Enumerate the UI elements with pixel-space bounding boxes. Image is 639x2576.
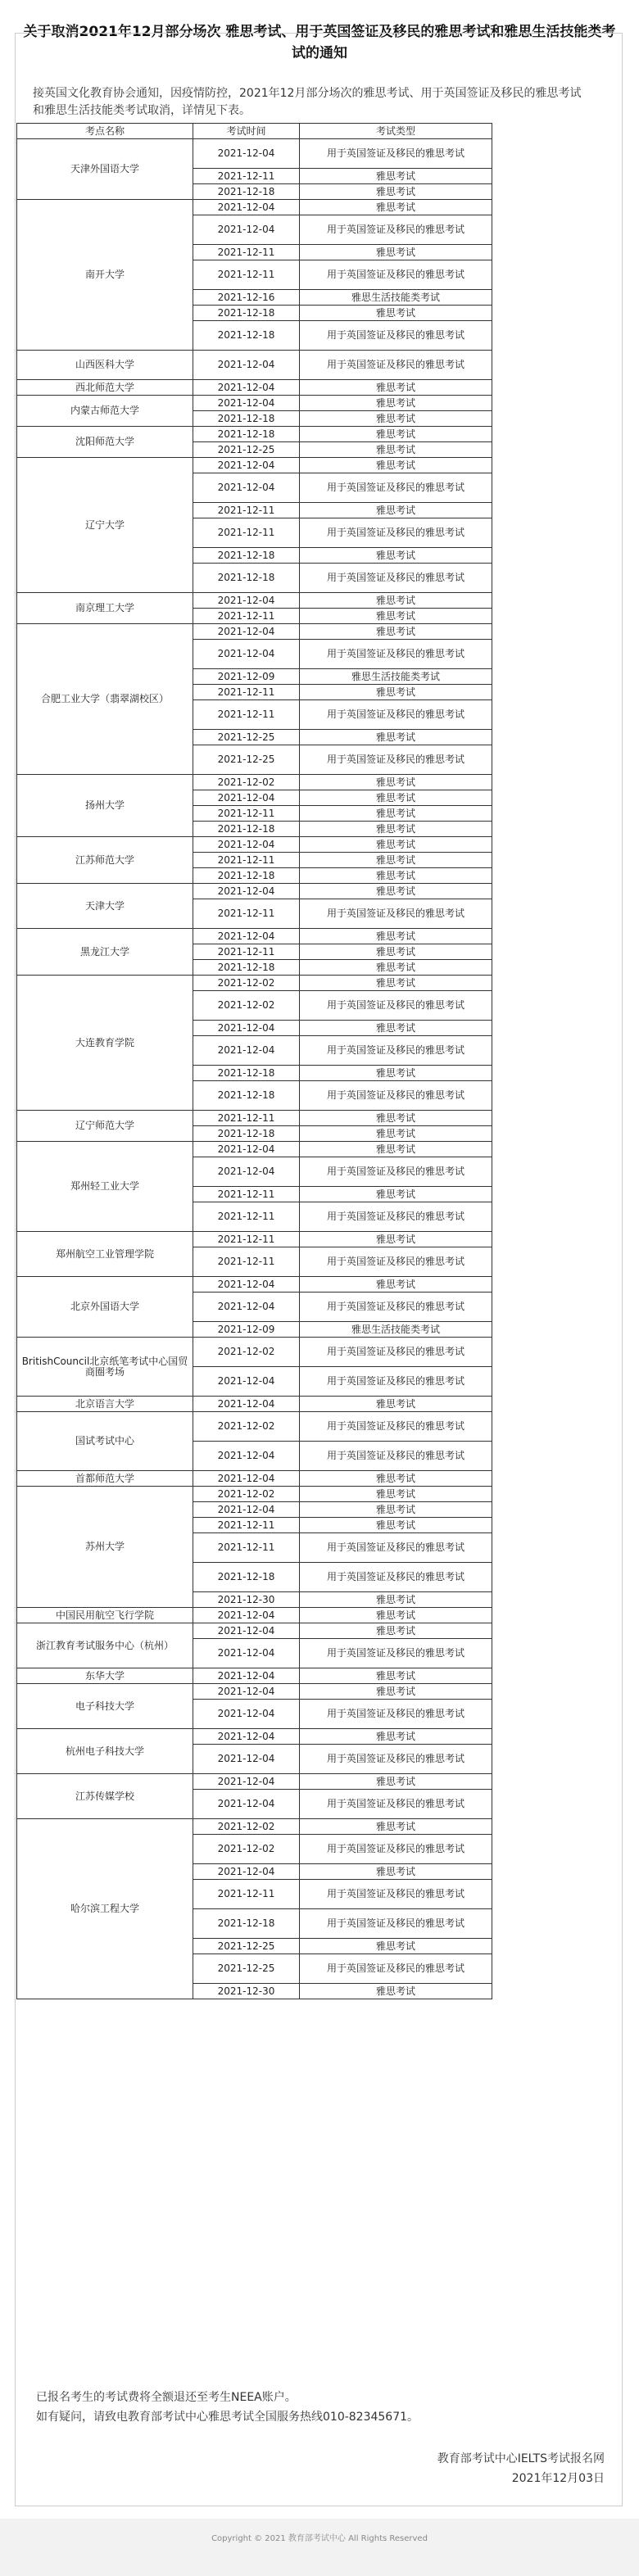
date-cell: 2021-12-25 <box>193 442 300 458</box>
date-cell: 2021-12-04 <box>193 1684 300 1700</box>
venue-cell: 电子科技大学 <box>17 1684 193 1729</box>
date-cell: 2021-12-11 <box>193 899 300 929</box>
date-cell: 2021-12-04 <box>193 1639 300 1668</box>
date-cell: 2021-12-04 <box>193 1745 300 1774</box>
date-cell: 2021-12-25 <box>193 745 300 775</box>
table-body <box>17 139 492 1999</box>
type-cell: 用于英国签证及移民的雅思考试 <box>300 700 492 730</box>
type-cell: 雅思考试 <box>300 1819 492 1835</box>
type-cell: 用于英国签证及移民的雅思考试 <box>300 473 492 503</box>
type-cell: 用于英国签证及移民的雅思考试 <box>300 564 492 593</box>
date-cell: 2021-12-18 <box>193 822 300 837</box>
date-cell: 2021-12-02 <box>193 1487 300 1502</box>
date-cell: 2021-12-30 <box>193 1592 300 1608</box>
sign-org: 教育部考试中心IELTS考试报名网 <box>437 2452 605 2465</box>
date-cell: 2021-12-18 <box>193 1066 300 1081</box>
type-cell: 雅思考试 <box>300 976 492 991</box>
type-cell: 雅思考试 <box>300 929 492 944</box>
type-cell: 雅思考试 <box>300 609 492 624</box>
type-cell: 雅思生活技能类考试 <box>300 1322 492 1338</box>
date-cell: 2021-12-18 <box>193 306 300 321</box>
table-row <box>17 1684 492 1700</box>
type-cell: 用于英国签证及移民的雅思考试 <box>300 1367 492 1397</box>
date-cell: 2021-12-18 <box>193 548 300 564</box>
venue-cell: 南开大学 <box>17 200 193 351</box>
date-cell: 2021-12-04 <box>193 1442 300 1471</box>
venue-cell: 南京理工大学 <box>17 593 193 624</box>
type-cell: 雅思考试 <box>300 1668 492 1684</box>
date-cell: 2021-12-04 <box>193 396 300 411</box>
table-row <box>17 1774 492 1790</box>
type-cell: 用于英国签证及移民的雅思考试 <box>300 139 492 169</box>
venue-cell: 江苏传媒学校 <box>17 1774 193 1819</box>
date-cell: 2021-12-04 <box>193 1142 300 1157</box>
type-cell: 雅思考试 <box>300 1397 492 1412</box>
date-cell: 2021-12-04 <box>193 200 300 215</box>
date-cell: 2021-12-11 <box>193 503 300 518</box>
date-cell: 2021-12-18 <box>193 1126 300 1142</box>
date-cell: 2021-12-11 <box>193 1202 300 1232</box>
type-cell: 雅思考试 <box>300 1126 492 1142</box>
date-cell: 2021-12-04 <box>193 1623 300 1639</box>
type-cell: 用于英国签证及移民的雅思考试 <box>300 1293 492 1322</box>
type-cell: 用于英国签证及移民的雅思考试 <box>300 1338 492 1367</box>
date-cell: 2021-12-04 <box>193 640 300 669</box>
date-cell: 2021-12-04 <box>193 380 300 396</box>
date-cell: 2021-12-04 <box>193 884 300 899</box>
table-row <box>17 1819 492 1835</box>
type-cell: 雅思考试 <box>300 1592 492 1608</box>
date-cell: 2021-12-04 <box>193 624 300 640</box>
type-cell: 用于英国签证及移民的雅思考试 <box>300 899 492 929</box>
header-type: 考试类型 <box>300 124 492 139</box>
date-cell: 2021-12-11 <box>193 1247 300 1277</box>
type-cell: 雅思考试 <box>300 1111 492 1126</box>
date-cell: 2021-12-11 <box>193 806 300 822</box>
type-cell: 用于英国签证及移民的雅思考试 <box>300 1442 492 1471</box>
type-cell: 雅思生活技能类考试 <box>300 290 492 306</box>
type-cell: 雅思考试 <box>300 593 492 609</box>
type-cell: 雅思考试 <box>300 775 492 790</box>
signature <box>437 2449 605 2488</box>
type-cell: 用于英国签证及移民的雅思考试 <box>300 745 492 775</box>
type-cell: 雅思考试 <box>300 1984 492 1999</box>
type-cell: 雅思考试 <box>300 624 492 640</box>
table-row <box>17 396 492 411</box>
table-header-row <box>17 124 492 139</box>
type-cell: 用于英国签证及移民的雅思考试 <box>300 260 492 290</box>
date-cell: 2021-12-02 <box>193 1412 300 1442</box>
date-cell: 2021-12-04 <box>193 1502 300 1518</box>
type-cell: 用于英国签证及移民的雅思考试 <box>300 1745 492 1774</box>
table-row <box>17 427 492 442</box>
date-cell: 2021-12-04 <box>193 139 300 169</box>
date-cell: 2021-12-04 <box>193 1790 300 1819</box>
type-cell: 用于英国签证及移民的雅思考试 <box>300 1790 492 1819</box>
type-cell: 雅思考试 <box>300 1277 492 1293</box>
date-cell: 2021-12-02 <box>193 991 300 1021</box>
date-cell: 2021-12-04 <box>193 1729 300 1745</box>
type-cell: 用于英国签证及移民的雅思考试 <box>300 1563 492 1592</box>
date-cell: 2021-12-11 <box>193 260 300 290</box>
table-row <box>17 1277 492 1293</box>
type-cell: 雅思考试 <box>300 1471 492 1487</box>
date-cell: 2021-12-04 <box>193 790 300 806</box>
date-cell: 2021-12-11 <box>193 1232 300 1247</box>
type-cell: 雅思考试 <box>300 685 492 700</box>
date-cell: 2021-12-18 <box>193 1563 300 1592</box>
date-cell: 2021-12-02 <box>193 1338 300 1367</box>
venue-cell: 中国民用航空飞行学院 <box>17 1608 193 1623</box>
note-hotline: 如有疑问，请致电教育部考试中心雅思考试全国服务热线010-82345671。 <box>36 2411 419 2424</box>
page-title: 关于取消2021年12月部分场次 雅思考试、用于英国签证及移民的雅思考试和雅思生活技能类考试的通知 <box>23 24 616 61</box>
type-cell: 用于英国签证及移民的雅思考试 <box>300 1247 492 1277</box>
type-cell: 雅思考试 <box>300 868 492 884</box>
type-cell: 雅思考试 <box>300 853 492 868</box>
footer <box>0 2519 639 2576</box>
date-cell: 2021-12-11 <box>193 1533 300 1563</box>
type-cell: 雅思考试 <box>300 245 492 260</box>
date-cell: 2021-12-11 <box>193 944 300 960</box>
date-cell: 2021-12-11 <box>193 853 300 868</box>
date-cell: 2021-12-04 <box>193 1608 300 1623</box>
date-cell: 2021-12-11 <box>193 609 300 624</box>
table-row <box>17 1338 492 1367</box>
venue-cell: 苏州大学 <box>17 1487 193 1608</box>
date-cell: 2021-12-04 <box>193 1367 300 1397</box>
date-cell: 2021-12-04 <box>193 1157 300 1187</box>
date-cell: 2021-12-09 <box>193 669 300 685</box>
venue-cell: 哈尔滨工程大学 <box>17 1819 193 1999</box>
type-cell: 雅思考试 <box>300 1487 492 1502</box>
venue-cell: 内蒙古师范大学 <box>17 396 193 427</box>
date-cell: 2021-12-11 <box>193 245 300 260</box>
venue-cell: 沈阳师范大学 <box>17 427 193 458</box>
date-cell: 2021-12-11 <box>193 1187 300 1202</box>
type-cell: 用于英国签证及移民的雅思考试 <box>300 1880 492 1909</box>
type-cell: 雅思考试 <box>300 1608 492 1623</box>
date-cell: 2021-12-04 <box>193 1021 300 1036</box>
table-row <box>17 380 492 396</box>
date-cell: 2021-12-25 <box>193 730 300 745</box>
type-cell: 用于英国签证及移民的雅思考试 <box>300 321 492 351</box>
date-cell: 2021-12-18 <box>193 427 300 442</box>
type-cell: 用于英国签证及移民的雅思考试 <box>300 1202 492 1232</box>
date-cell: 2021-12-25 <box>193 1954 300 1984</box>
venue-cell: BritishCouncil北京纸笔考试中心国贸商圈考场 <box>17 1338 193 1397</box>
venue-cell: 合肥工业大学（翡翠湖校区） <box>17 624 193 775</box>
date-cell: 2021-12-04 <box>193 1293 300 1322</box>
table-row <box>17 624 492 640</box>
date-cell: 2021-12-30 <box>193 1984 300 1999</box>
date-cell: 2021-12-18 <box>193 960 300 976</box>
type-cell: 用于英国签证及移民的雅思考试 <box>300 640 492 669</box>
table-row <box>17 1608 492 1623</box>
type-cell: 雅思考试 <box>300 790 492 806</box>
venue-cell: 山西医科大学 <box>17 351 193 380</box>
venue-cell: 辽宁师范大学 <box>17 1111 193 1142</box>
type-cell: 雅思考试 <box>300 396 492 411</box>
date-cell: 2021-12-18 <box>193 1909 300 1939</box>
type-cell: 雅思考试 <box>300 730 492 745</box>
intro-paragraph: 接英国文化教育协会通知，因疫情防控，2021年12月部分场次的雅思考试、用于英国签证及移民的雅思考试和雅思生活技能类考试取消，详情见下表。 <box>33 87 582 117</box>
type-cell: 雅思考试 <box>300 411 492 427</box>
date-cell: 2021-12-11 <box>193 1518 300 1533</box>
type-cell: 用于英国签证及移民的雅思考试 <box>300 1700 492 1729</box>
type-cell: 雅思考试 <box>300 1729 492 1745</box>
type-cell: 雅思考试 <box>300 960 492 976</box>
type-cell: 雅思考试 <box>300 1684 492 1700</box>
type-cell: 雅思考试 <box>300 1774 492 1790</box>
type-cell: 用于英国签证及移民的雅思考试 <box>300 1835 492 1864</box>
type-cell: 用于英国签证及移民的雅思考试 <box>300 1036 492 1066</box>
type-cell: 用于英国签证及移民的雅思考试 <box>300 1639 492 1668</box>
note-refund: 已报名考生的考试费将全额退还至考生NEEA账户。 <box>36 2391 297 2404</box>
sign-date: 2021年12月03日 <box>511 2472 605 2485</box>
table-row <box>17 1668 492 1684</box>
date-cell: 2021-12-16 <box>193 290 300 306</box>
type-cell: 雅思考试 <box>300 944 492 960</box>
type-cell: 雅思考试 <box>300 1021 492 1036</box>
date-cell: 2021-12-04 <box>193 1036 300 1066</box>
type-cell: 雅思考试 <box>300 1518 492 1533</box>
header-date: 考试时间 <box>193 124 300 139</box>
table-row <box>17 1111 492 1126</box>
venue-cell: 杭州电子科技大学 <box>17 1729 193 1774</box>
venue-cell: 北京语言大学 <box>17 1397 193 1412</box>
type-cell: 雅思考试 <box>300 458 492 473</box>
date-cell: 2021-12-25 <box>193 1939 300 1954</box>
type-cell: 雅思考试 <box>300 1502 492 1518</box>
date-cell: 2021-12-04 <box>193 929 300 944</box>
date-cell: 2021-12-11 <box>193 518 300 548</box>
date-cell: 2021-12-04 <box>193 458 300 473</box>
type-cell: 雅思考试 <box>300 1187 492 1202</box>
table-row <box>17 775 492 790</box>
venue-cell: 郑州轻工业大学 <box>17 1142 193 1232</box>
table-row <box>17 929 492 944</box>
date-cell: 2021-12-09 <box>193 1322 300 1338</box>
date-cell: 2021-12-02 <box>193 1819 300 1835</box>
type-cell: 雅思考试 <box>300 822 492 837</box>
date-cell: 2021-12-18 <box>193 868 300 884</box>
date-cell: 2021-12-04 <box>193 1864 300 1880</box>
date-cell: 2021-12-04 <box>193 1668 300 1684</box>
type-cell: 用于英国签证及移民的雅思考试 <box>300 991 492 1021</box>
date-cell: 2021-12-18 <box>193 1081 300 1111</box>
table-row <box>17 1412 492 1442</box>
date-cell: 2021-12-02 <box>193 1835 300 1864</box>
type-cell: 雅思考试 <box>300 306 492 321</box>
type-cell: 用于英国签证及移民的雅思考试 <box>300 1533 492 1563</box>
date-cell: 2021-12-04 <box>193 1471 300 1487</box>
date-cell: 2021-12-04 <box>193 1774 300 1790</box>
type-cell: 雅思考试 <box>300 548 492 564</box>
type-cell: 雅思考试 <box>300 884 492 899</box>
type-cell: 雅思考试 <box>300 380 492 396</box>
venue-cell: 东华大学 <box>17 1668 193 1684</box>
date-cell: 2021-12-18 <box>193 184 300 200</box>
type-cell: 雅思考试 <box>300 1142 492 1157</box>
table-row <box>17 1142 492 1157</box>
type-cell: 雅思考试 <box>300 1939 492 1954</box>
table-row <box>17 1623 492 1639</box>
date-cell: 2021-12-04 <box>193 1277 300 1293</box>
venue-cell: 天津外国语大学 <box>17 139 193 200</box>
venue-cell: 大连教育学院 <box>17 976 193 1111</box>
venue-cell: 扬州大学 <box>17 775 193 837</box>
venue-cell: 首都师范大学 <box>17 1471 193 1487</box>
table-row <box>17 593 492 609</box>
date-cell: 2021-12-04 <box>193 215 300 245</box>
type-cell: 雅思考试 <box>300 169 492 184</box>
table-row <box>17 1397 492 1412</box>
type-cell: 雅思考试 <box>300 806 492 822</box>
table-row <box>17 884 492 899</box>
table-row <box>17 1471 492 1487</box>
type-cell: 用于英国签证及移民的雅思考试 <box>300 1954 492 1984</box>
type-cell: 雅思生活技能类考试 <box>300 669 492 685</box>
venue-cell: 国试考试中心 <box>17 1412 193 1471</box>
date-cell: 2021-12-04 <box>193 473 300 503</box>
type-cell: 用于英国签证及移民的雅思考试 <box>300 215 492 245</box>
type-cell: 雅思考试 <box>300 503 492 518</box>
notes <box>36 2388 528 2427</box>
table-row <box>17 351 492 380</box>
table-row <box>17 837 492 853</box>
type-cell: 雅思考试 <box>300 200 492 215</box>
type-cell: 用于英国签证及移民的雅思考试 <box>300 518 492 548</box>
date-cell: 2021-12-18 <box>193 564 300 593</box>
date-cell: 2021-12-18 <box>193 411 300 427</box>
table-row <box>17 976 492 991</box>
date-cell: 2021-12-18 <box>193 321 300 351</box>
type-cell: 雅思考试 <box>300 442 492 458</box>
type-cell: 用于英国签证及移民的雅思考试 <box>300 1909 492 1939</box>
venue-cell: 天津大学 <box>17 884 193 929</box>
type-cell: 用于英国签证及移民的雅思考试 <box>300 1081 492 1111</box>
type-cell: 雅思考试 <box>300 1066 492 1081</box>
table-row <box>17 1487 492 1502</box>
type-cell: 雅思考试 <box>300 1864 492 1880</box>
table-row <box>17 458 492 473</box>
venue-cell: 郑州航空工业管理学院 <box>17 1232 193 1277</box>
venue-cell: 西北师范大学 <box>17 380 193 396</box>
type-cell: 雅思考试 <box>300 837 492 853</box>
type-cell: 用于英国签证及移民的雅思考试 <box>300 1412 492 1442</box>
date-cell: 2021-12-04 <box>193 1700 300 1729</box>
venue-cell: 北京外国语大学 <box>17 1277 193 1338</box>
venue-cell: 江苏师范大学 <box>17 837 193 884</box>
type-cell: 用于英国签证及移民的雅思考试 <box>300 351 492 380</box>
date-cell: 2021-12-11 <box>193 685 300 700</box>
date-cell: 2021-12-11 <box>193 169 300 184</box>
type-cell: 雅思考试 <box>300 184 492 200</box>
date-cell: 2021-12-11 <box>193 1111 300 1126</box>
venue-cell: 黑龙江大学 <box>17 929 193 976</box>
table-row <box>17 1232 492 1247</box>
date-cell: 2021-12-02 <box>193 976 300 991</box>
type-cell: 雅思考试 <box>300 427 492 442</box>
date-cell: 2021-12-04 <box>193 593 300 609</box>
date-cell: 2021-12-04 <box>193 351 300 380</box>
copyright: Copyright © 2021 教育部考试中心 All Rights Reserved <box>211 2534 428 2543</box>
header-venue: 考点名称 <box>17 124 193 139</box>
venue-cell: 浙江教育考试服务中心（杭州） <box>17 1623 193 1668</box>
type-cell: 雅思考试 <box>300 1623 492 1639</box>
table-row <box>17 1729 492 1745</box>
table-row <box>17 139 492 169</box>
cancelled-exams-table <box>16 123 492 1999</box>
date-cell: 2021-12-04 <box>193 837 300 853</box>
date-cell: 2021-12-11 <box>193 1880 300 1909</box>
venue-cell: 辽宁大学 <box>17 458 193 593</box>
table-row <box>17 200 492 215</box>
type-cell: 用于英国签证及移民的雅思考试 <box>300 1157 492 1187</box>
date-cell: 2021-12-11 <box>193 700 300 730</box>
date-cell: 2021-12-02 <box>193 775 300 790</box>
date-cell: 2021-12-04 <box>193 1397 300 1412</box>
type-cell: 雅思考试 <box>300 1232 492 1247</box>
